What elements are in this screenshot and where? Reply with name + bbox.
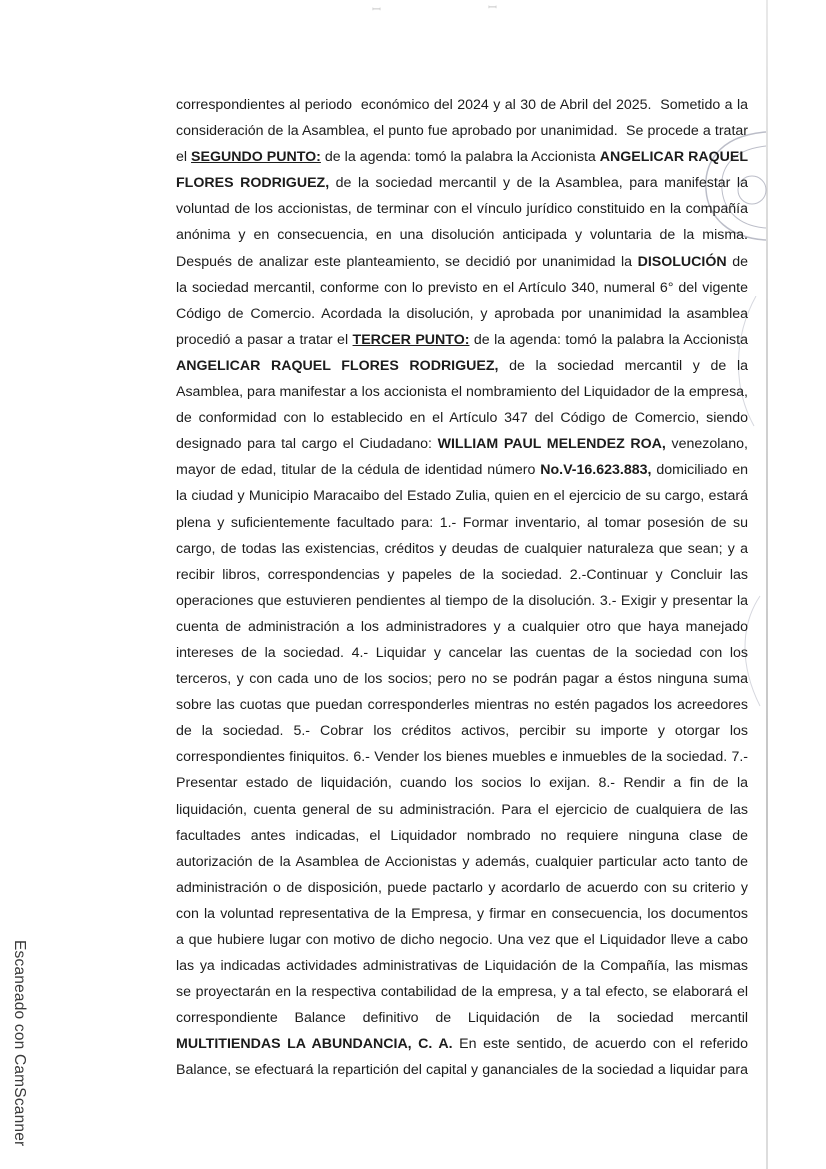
text-line [176, 901, 748, 927]
text-line [176, 588, 748, 614]
text-run: procedió a pasar a tratar el [176, 331, 353, 348]
text-line [176, 510, 748, 536]
emphasized-text: ANGELICAR RAQUEL FLORES RODRIGUEZ, [176, 357, 499, 374]
text-run: de [726, 253, 748, 270]
text-run: plena y suficientemente facultado para: 1.- Formar inventario, al tomar posesión de su [176, 514, 748, 531]
text-run: Código de Comercio. Acordada la disolución, y aprobada por unanimidad la asamblea [176, 305, 748, 322]
text-line [176, 692, 748, 718]
text-line [176, 144, 748, 170]
text-line [176, 222, 748, 248]
text-run: las ya indicadas actividades administrativas de Liquidación de la Compañía, las mismas [176, 958, 748, 975]
text-line [176, 483, 748, 509]
text-run: cargo, de todas las existencias, créditos y deudas de cualquier naturaleza que sean; y a [176, 540, 748, 557]
text-line [176, 718, 748, 744]
text-run: operaciones que estuvieren pendientes al tiempo de la disolución. 3.- Exigir y presentar la [176, 592, 748, 609]
text-run: anónima y en consecuencia, en una disolución anticipada y voluntaria de la misma. [176, 227, 748, 244]
text-line [176, 431, 748, 457]
text-line [176, 1005, 748, 1031]
text-line [176, 457, 748, 483]
text-run: de la agenda: tomó la palabra la Accionista [469, 331, 748, 348]
text-run: Después de analizar este planteamiento, se decidió por unanimidad la [176, 253, 638, 270]
text-run: correspondiente Balance definitivo de Liquidación de la sociedad mercantil [176, 1010, 748, 1027]
camscanner-watermark: Escaneado con CamScanner [11, 940, 28, 1147]
text-run: mayor de edad, titular de la cédula de identidad número [176, 462, 541, 479]
text-line [176, 875, 748, 901]
text-line [176, 249, 748, 275]
text-run: la sociedad mercantil, conforme con lo previsto en el Artículo 340, numeral 6° del vigente [176, 279, 748, 296]
text-run: con la voluntad representativa de la Empresa, y firmar en consecuencia, los documentos [176, 905, 748, 922]
text-run: venezolano, [665, 436, 748, 453]
text-line [176, 1031, 748, 1057]
text-run: Balance, se efectuará la repartición del capital y gananciales de la sociedad a liquidar para [176, 1062, 748, 1079]
text-run: Asamblea, para manifestar a los accionista el nombramiento del Liquidador de la empresa, [176, 384, 748, 401]
text-run: a que hubiere lugar con motivo de dicho negocio. Una vez que el Liquidador lleve a cabo [176, 932, 748, 948]
text-run: de conformidad con lo establecido en el Artículo 347 del Código de Comercio, siendo [176, 410, 748, 427]
text-run: designado para tal cargo el Ciudadano: [176, 436, 438, 453]
text-line [176, 536, 748, 562]
text-run: sobre las cuotas que puedan corresponderles mientras no estén pagados los acreedores [176, 697, 748, 714]
emphasized-text: SEGUNDO PUNTO: [191, 149, 321, 166]
text-line [176, 301, 748, 327]
text-line [176, 953, 748, 979]
text-line [176, 196, 748, 222]
emphasized-text: MULTITIENDAS LA ABUNDANCIA, C. A. [176, 1036, 453, 1053]
text-line [176, 170, 748, 196]
text-line [176, 849, 748, 875]
text-line [176, 327, 748, 353]
text-line [176, 770, 748, 796]
text-line [176, 275, 748, 301]
text-run: facultades antes indicadas, el Liquidador nombrado no requiere ninguna clase de [176, 827, 748, 844]
text-run: recibir libros, correspondencias y papeles de la sociedad. 2.-Continuar y Concluir las [176, 566, 748, 583]
emphasized-text: FLORES RODRIGUEZ, [176, 175, 330, 192]
text-run: autorización de la Asamblea de Accionistas y además, cualquier particular acto tanto de [176, 853, 748, 870]
document-body [176, 92, 748, 1084]
emphasized-text: No.V-16.623.883, [540, 462, 652, 479]
text-run: se proyectarán en la respectiva contabilidad de la empresa, y a tal efecto, se elaborará el [176, 984, 748, 1001]
text-line [176, 927, 748, 953]
emphasized-text: WILLIAM PAUL MELENDEZ ROA, [437, 436, 666, 453]
text-run: correspondientes finiquitos. 6.- Vender los bienes muebles e inmuebles de la sociedad. 7.- [176, 749, 748, 766]
text-line [176, 614, 748, 640]
text-line [176, 92, 748, 118]
text-run: intereses de la sociedad. 4.- Liquidar y cancelar las cuentas de la sociedad con los [176, 644, 748, 661]
text-line [176, 744, 748, 770]
text-run: de la sociedad mercantil y de la [498, 357, 748, 374]
emphasized-text: ANGELICAR RAQUEL [599, 149, 749, 166]
text-line [176, 979, 748, 1005]
text-run: administración o de disposición, puede pactarlo y acordarlo de acuerdo con su criterio y [176, 879, 748, 896]
emphasized-text: TERCER PUNTO: [352, 331, 470, 348]
text-run: consideración de la Asamblea, el punto fue aprobado por unanimidad. Se procede a tratar [176, 123, 748, 140]
scan-artifact: ꟷ [488, 2, 497, 14]
text-run: de la agenda: tomó la palabra la Accionista [320, 149, 600, 166]
text-line [176, 405, 748, 431]
text-line [176, 797, 748, 823]
text-line [176, 379, 748, 405]
emphasized-text: DISOLUCIÓN [637, 253, 727, 270]
text-run: cuenta de administración a los administradores y a cualquier otro que haya manejado [176, 618, 748, 635]
text-run: En este sentido, de acuerdo con el referido [452, 1036, 748, 1053]
text-line [176, 640, 748, 666]
text-run: liquidación, cuenta general de su administración. Para el ejercicio de cualquiera de las [176, 801, 748, 818]
text-run: terceros, y con cada uno de los socios; pero no se podrán pagar a éstos ninguna suma [176, 671, 748, 688]
text-run: voluntad de los accionistas, de terminar con el vínculo jurídico constituido en la compañía [176, 201, 748, 218]
text-run: el [176, 149, 192, 166]
text-line [176, 353, 748, 379]
text-run: la ciudad y Municipio Maracaibo del Estado Zulia, quien en el ejercicio de su cargo, estará [176, 488, 748, 505]
text-line [176, 118, 748, 144]
text-run: Presentar estado de liquidación, cuando los socios lo exijan. 8.- Rendir a fin de la [176, 775, 748, 792]
scan-artifact: ꟷ [372, 4, 381, 16]
text-line [176, 1057, 748, 1083]
text-run: domiciliado en [651, 462, 748, 479]
text-line [176, 823, 748, 849]
text-line [176, 562, 748, 588]
text-run: de la sociedad mercantil y de la Asamblea, para manifestar la [329, 175, 748, 192]
text-run: correspondientes al periodo económico del 2024 y al 30 de Abril del 2025. Sometido a la [176, 97, 748, 113]
text-run: de la sociedad. 5.- Cobrar los créditos activos, percibir su importe y otorgar los [176, 723, 748, 740]
text-line [176, 666, 748, 692]
